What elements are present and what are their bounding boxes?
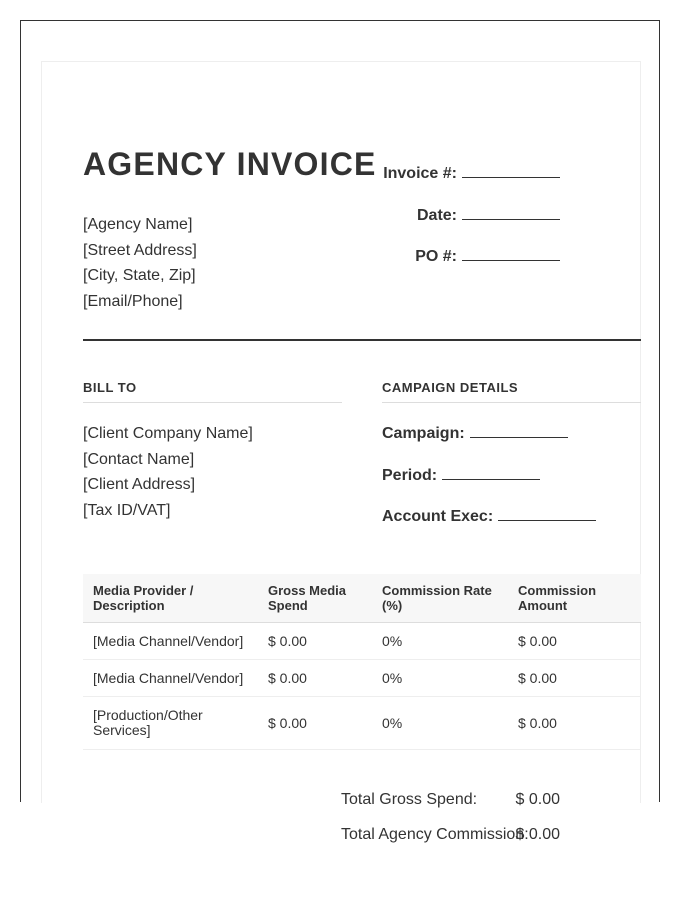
table-cell[interactable]: $ 0.00	[508, 660, 641, 697]
client-company: [Client Company Name]	[83, 425, 253, 442]
table-cell[interactable]: [Media Channel/Vendor]	[83, 660, 258, 697]
table-cell[interactable]: $ 0.00	[258, 697, 372, 750]
campaign-heading: CAMPAIGN DETAILS	[382, 380, 519, 395]
agency-city: [City, State, Zip]	[83, 267, 196, 285]
total-gross-label: Total Gross Spend:	[341, 791, 478, 808]
account-exec-blank[interactable]	[498, 505, 596, 521]
invoice-number-field	[383, 162, 560, 183]
campaign-rule	[382, 402, 641, 403]
table-cell[interactable]: $ 0.00	[258, 660, 372, 697]
table-cell[interactable]: $ 0.00	[508, 623, 641, 660]
client-address: [Client Address]	[83, 476, 196, 494]
table-row	[83, 697, 641, 750]
invoice-number-label: Invoice #:	[383, 165, 457, 182]
client-contact: [Contact Name]	[83, 450, 195, 468]
po-field	[415, 245, 560, 266]
client-tax-id: [Tax ID/VAT]	[83, 501, 171, 519]
total-gross-value: $ 0.00	[515, 791, 560, 808]
date-field	[417, 204, 560, 225]
po-label: PO #:	[415, 248, 457, 265]
invoice-number-blank[interactable]	[462, 162, 560, 178]
period-label: Period:	[382, 467, 438, 484]
agency-block	[83, 212, 197, 314]
table-cell[interactable]: [Production/Other Services]	[83, 697, 258, 750]
column-header: Commission Amount	[508, 574, 641, 623]
table-cell[interactable]: [Media Channel/Vendor]	[83, 623, 258, 660]
date-blank[interactable]	[462, 204, 560, 220]
table-cell[interactable]: $ 0.00	[508, 697, 641, 750]
agency-contact: [Email/Phone]	[83, 292, 183, 310]
document-frame	[20, 20, 660, 843]
campaign-label: Campaign:	[382, 425, 465, 442]
table-header-row	[83, 574, 641, 623]
bill-to-rule	[83, 402, 342, 403]
total-commission-value: $ 0.00	[515, 826, 560, 843]
bill-to-block	[83, 421, 253, 523]
invoice-title: AGENCY INVOICE	[83, 146, 377, 182]
table-row	[83, 623, 641, 660]
date-label: Date:	[416, 207, 457, 224]
table-cell[interactable]: 0%	[372, 660, 508, 697]
column-header: Commission Rate (%)	[372, 574, 508, 623]
line-items-table	[83, 574, 641, 750]
po-blank[interactable]	[462, 245, 560, 261]
bill-to-heading: BILL TO	[83, 380, 137, 395]
campaign-blank[interactable]	[470, 422, 568, 438]
header-divider	[83, 339, 641, 341]
period-blank[interactable]	[442, 464, 540, 480]
invoice-page	[41, 61, 641, 843]
table-cell[interactable]: 0%	[372, 697, 508, 750]
account-exec-label: Account Exec:	[382, 508, 494, 525]
table-row	[83, 660, 641, 697]
column-header: Media Provider / Description	[83, 574, 258, 623]
period-field	[382, 464, 540, 485]
campaign-field	[382, 422, 568, 443]
total-commission-label: Total Agency Commission:	[341, 826, 529, 843]
account-exec-field	[382, 505, 596, 526]
agency-name: [Agency Name]	[83, 216, 193, 233]
column-header: Gross Media Spend	[258, 574, 372, 623]
table-cell[interactable]: $ 0.00	[258, 623, 372, 660]
agency-street: [Street Address]	[83, 241, 197, 259]
table-cell[interactable]: 0%	[372, 623, 508, 660]
